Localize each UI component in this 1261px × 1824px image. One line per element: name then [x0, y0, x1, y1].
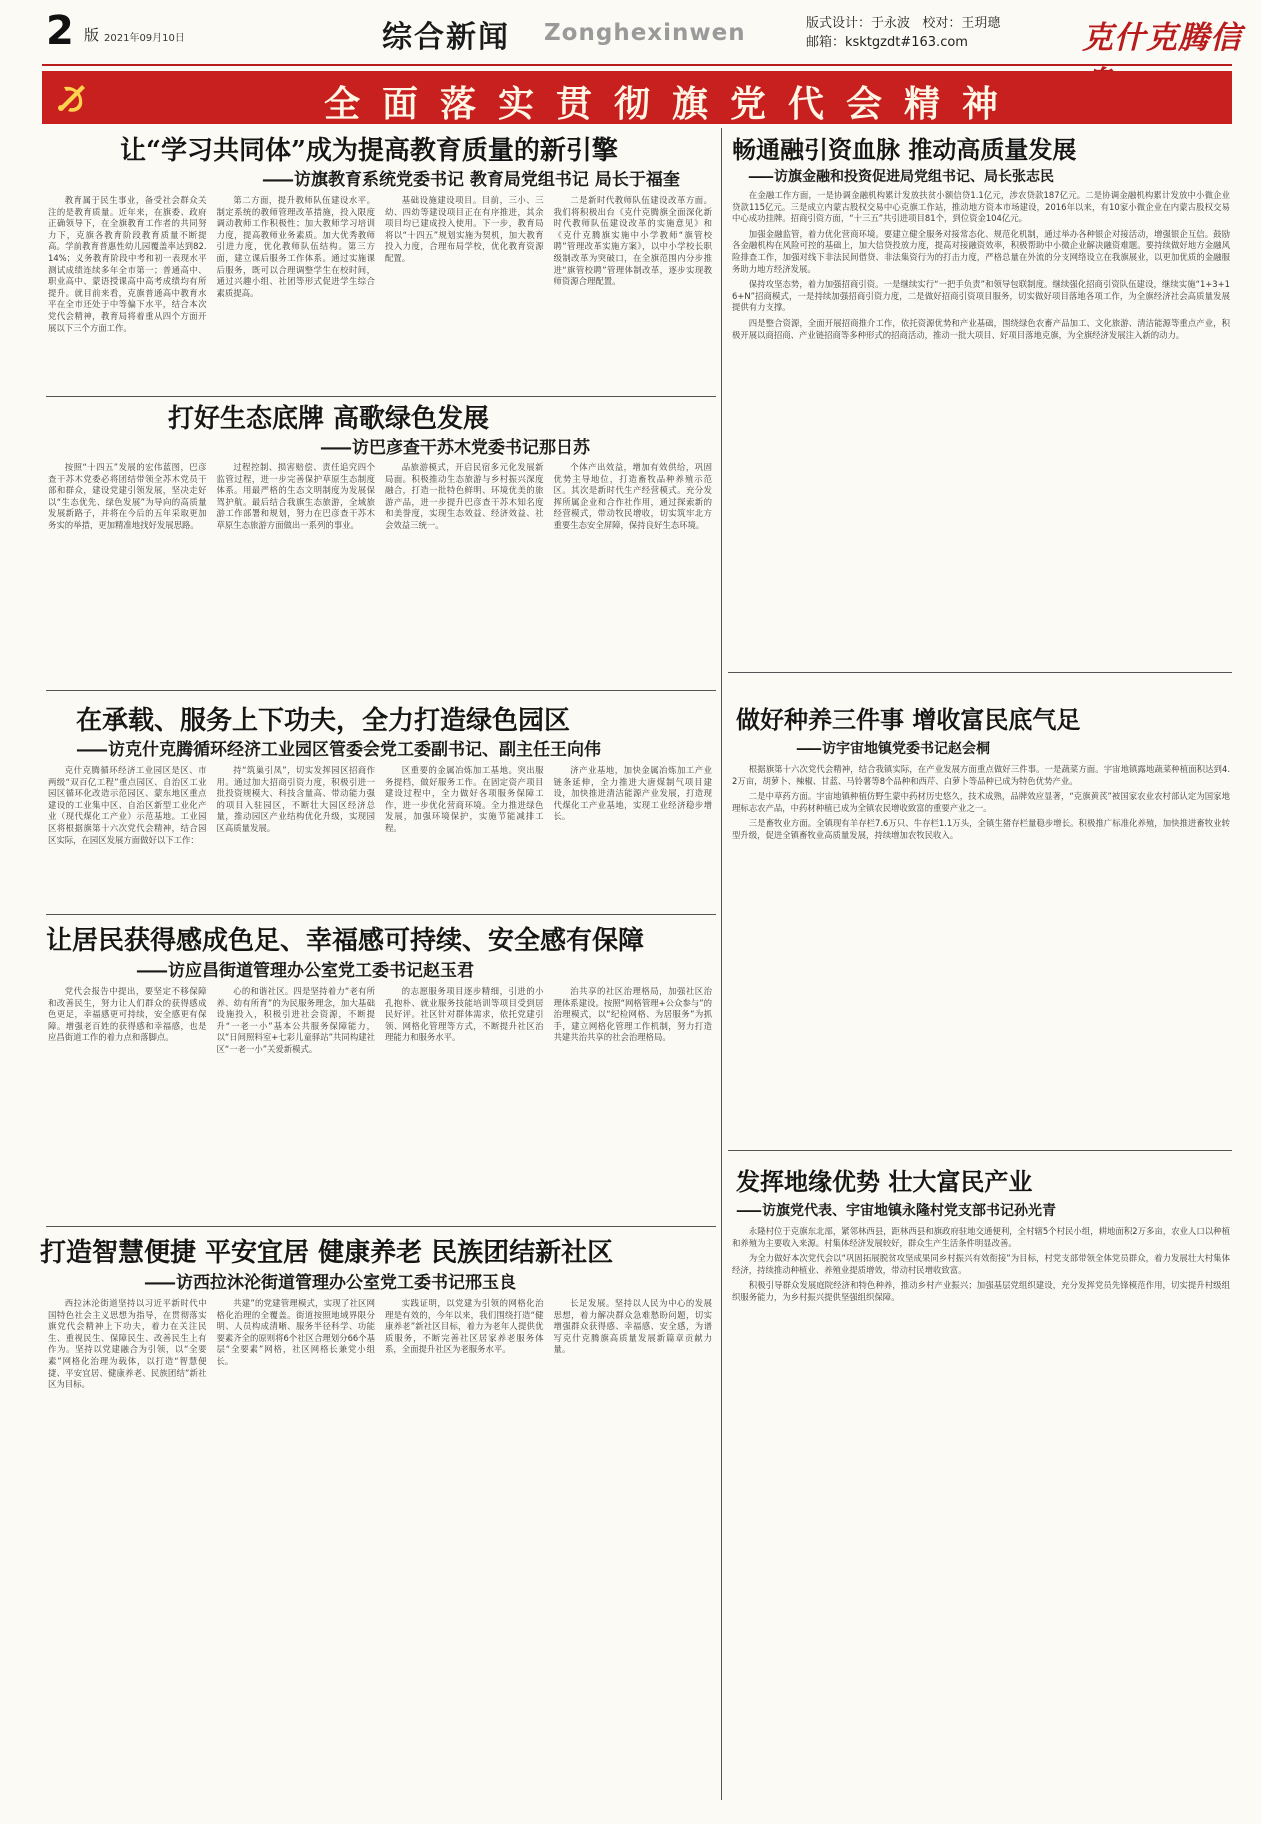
divider: [46, 690, 716, 691]
layout-design-credit: 版式设计：于永波: [806, 16, 911, 31]
divider: [728, 1150, 1232, 1151]
banner: [42, 71, 1232, 124]
industrial-subtitle: —— 访克什克腾循环经济工业园区管委会党工委副书记、副主任王向伟: [76, 735, 601, 760]
industrial-col-2: 持“筑巢引凤”，切实发挥园区招商作用。通过加大招商引资力度，积极引进一批投资规模大、科技含量高、带动能力强的项目入驻园区，不断壮大园区经济总量，推动园区产业结构优化升级，实现园区高质量发展。: [216, 765, 375, 833]
industrial-col-3: 区重要的金属冶炼加工基地。突出服务提档，做好服务工作。在固定资产项目建设过程中，全力做好各项服务保障工作，进一步优化营商环境。全力推进绿色发展，加强环境保护，实施节能减排工程。: [385, 765, 544, 833]
masthead-rule: [42, 64, 1232, 66]
section-title: 综合新闻: [382, 20, 510, 55]
xilamulun-title: 打造智慧便捷 平安宜居 健康养老 民族团结新社区: [40, 1238, 614, 1268]
email-credit: 邮箱：ksktgzdt#163.com: [806, 35, 968, 50]
education-title: 让“学习共同体”成为提高教育质量的新引擎: [120, 136, 618, 166]
xilamulun-body: [48, 1298, 712, 1798]
proofread-credit: 校对：王玥璁: [922, 16, 1001, 31]
border-para-1: 永隆村位于克旗东北部，紧邻林西县，距林西县和旗政府驻地交通便利，全村辖5个村民小组，耕地面积2万多亩，农业人口以种植和养殖为主要收入来源。村集体经济发展较好，群众生产生活条件明显改善。: [732, 1226, 1230, 1248]
border-subtitle: —— 访旗党代表、宇宙地镇永隆村党支部书记孙光青: [736, 1200, 1056, 1220]
divider: [46, 914, 716, 915]
industrial-col-1: 克什克腾循环经济工业园区是区、市两级“双百亿工程”重点园区、自治区工业园区循环化改造示范园区、蒙东地区重点建设的工业集中区、自治区新型工业化产业（现代煤化工产业）示范基地。工业园区将根据旗第十六次党代会精神，结合园区实际，在园区发展方面做好以下工作：: [48, 765, 207, 845]
education-col-4: 二是新时代教师队伍建设改革方面。我们将积极出台《克什克腾旗全面深化新时代教师队伍建设改革的实施意见》和《克什克腾旗实施中小学教师“旗管校聘”管理改革实施方案》，以中小学校长职级制改革为突破口，在全旗范围内分步推进“旗管校聘”管理体制改革，逐步实现教师资源合理配置。: [553, 195, 712, 287]
finance-title: 畅通融引资血脉 推动高质量发展: [732, 135, 1077, 164]
finance-para-1: 在金融工作方面，一是协调金融机构累计发放扶贫小额信贷1.1亿元，涉农贷款187亿元。二是协调金融机构累计发放中小微企业贷款115亿元。三是成立内蒙古股权交易中心克旗工作站，推动地方资本市场建设，2016年以来，有10家小微企业在内蒙古股权交易中心成功挂牌。招商引资方面，“十三五”共引进项目81个，到位资金104亿元。: [732, 190, 1230, 224]
industrial-col-4: 济产业基地，加快金属冶炼加工产业链条延伸，全力推进大唐煤制气项目建设，加快推进清洁能源产业发展，打造现代煤化工产业基地，实现工业经济稳步增长。: [553, 765, 712, 822]
education-col-2: 第二方面，提升教师队伍建设水平。制定系统的教师管理改革措施，投入限度调动教师工作积极性；加大教师学习培训力度，提高教师业务素质。加大优秀教师引进力度，优化教师队伍结构。第三方面，建立课后服务工作体系。通过实施课后服务，既可以合理调整学生在校时间，通过兴趣小组、社团等形式促进学生综合素质提高。: [216, 195, 375, 298]
issue-date: 2021年09月10日: [104, 33, 185, 44]
xilamulun-col-4: 长足发展。坚持以人民为中心的发展思想，着力解决群众急难愁盼问题，切实增强群众获得感、幸福感、安全感，为谱写克什克腾旗高质量发展新篇章贡献力量。: [553, 1298, 712, 1355]
industrial-title: 在承载、服务上下功夫，全力打造绿色园区: [76, 706, 571, 736]
yingchang-subtitle: —— 访应昌街道管理办公室党工委书记赵玉君: [136, 956, 474, 981]
planting-body: [732, 764, 1230, 1144]
border-para-3: 积极引导群众发展庭院经济和特色种养，推动乡村产业振兴；加强基层党组织建设，充分发挥党员先锋模范作用，切实提升村级组织服务能力，为乡村振兴提供坚强组织保障。: [732, 1280, 1230, 1302]
xilamulun-col-2: 共建”的党建管理模式，实现了社区网格化治理的全覆盖。街道按照地域界限分明、人员构成清晰、服务半径科学、功能要素齐全的原则将6个社区合理划分66个基层“全要素”网格，社区网格长兼党小组长。: [216, 1298, 375, 1366]
section-pinyin: Zonghexinwen: [544, 20, 746, 46]
border-body: [732, 1226, 1230, 1786]
planting-para-1: 根据旗第十六次党代会精神，结合我镇实际，在产业发展方面重点做好三件事。一是蔬菜方面。宇宙地镇露地蔬菜种植面积达到4.2万亩，胡萝卜、辣椒、甘蓝、马铃薯等8个品种和西芹、白萝卜等品种已成为特色优势产业。: [732, 764, 1230, 786]
finance-para-4: 四是整合资源，全面开展招商推介工作，依托资源优势和产业基础，围绕绿色农畜产品加工、文化旅游、清洁能源等重点产业，积极开展以商招商、产业链招商等多种形式的招商活动，推动一批大项目、好项目落地克旗，为全旗经济发展注入新的动力。: [732, 317, 1230, 340]
masthead: [0, 0, 1261, 66]
ecology-col-3: 品旅游模式，开启民宿多元化发展新局面。积极推动生态旅游与乡村振兴深度融合，打造一批特色鲜明、环境优美的旅游产品，进一步提升巴彦查干苏木知名度和美誉度，实现生态效益、经济效益、社会效益三统一。: [385, 462, 544, 530]
divider: [46, 1226, 716, 1227]
ecology-title: 打好生态底牌 高歌绿色发展: [168, 404, 490, 434]
yingchang-col-2: 心的和谐社区。四是坚持着力“老有所养、幼有所育”的为民服务理念，加大基础设施投入，积极引进社会资源，不断提升“一老一小”基本公共服务保障能力，以“日间照料室+七彩儿童驿站”共同构建社区“一老一小”关爱新模式。: [216, 986, 375, 1054]
ecology-col-2: 过程控制、损害赔偿、责任追究四个监管过程，进一步完善保护草原生态制度体系。用最严格的生态文明制度为发展保驾护航。最后结合我旗生态旅游，全域旅游工作部署和规划，努力在巴彦查干苏木草原生态旅游方面做出一系列的事业。: [216, 462, 375, 530]
xilamulun-subtitle: —— 访西拉沐沦街道管理办公室党工委书记邢玉良: [144, 1268, 516, 1293]
ecology-subtitle: —— 访巴彦查干苏木党委书记那日苏: [320, 433, 590, 458]
page-number: 2: [46, 8, 74, 54]
planting-title: 做好种养三件事 增收富民底气足: [736, 705, 1081, 734]
xilamulun-col-1: 西拉沐沦街道坚持以习近平新时代中国特色社会主义思想为指导，在贯彻落实旗党代会精神上下功夫，着力在关注民生、重视民生、保障民生、改善民生上有作为。坚持以党建融合为引领，以“全要素”网格化治理为载体，以打造“智慧便捷、平安宜居、健康养老、民族团结”新社区为目标。: [48, 1298, 207, 1390]
yingchang-col-1: 党代会报告中提出，要坚定不移保障和改善民生，努力让人们群众的获得感成色更足，幸福感更可持续，安全感更有保障。增强老百姓的获得感和幸福感，也是应昌街道工作的着力点和落脚点。: [48, 986, 207, 1043]
industrial-body: [48, 765, 712, 907]
finance-body: [732, 190, 1230, 662]
education-col-3: 基础设施建设项目。目前，三小、三幼、四幼等建设项目正在有序推进，其余项目均已建成投入使用。下一步，教育局将以“十四五”规划实施为契机，加大教育投入力度，合理布局学校，优化教育资源配置。: [385, 195, 544, 263]
education-col-1: 教育属于民生事业，备受社会群众关注的是教育质量。近年来，在旗委、政府正确领导下，在全旗教育工作者的共同努力下，克旗各教育阶段教育质量不断提高。学前教育普惠性幼儿园覆盖率达到82.14%；义务教育阶段中考和初一表现水平测试成绩连续多年全市第一；普通高中、职业高中、蒙语授课高中高考成绩均有所提升。就目前来看，克旗普通高中教育水平在全市还处于中等偏下水平，结合本次党代会精神，教育局将着重从四个方面开展以下三个方面工作。: [48, 195, 207, 333]
ecology-col-4: 个体产出效益，增加有效供给，巩固优势主导地位，打造畜牧品种养殖示范区。其次是新时代生产经营模式。充分发挥所属企业和合作社作用，通过探索新的经营模式，带动牧民增收，切实筑牢北方重要生态安全屏障，保持良好生态环境。: [553, 462, 712, 530]
editorial-credits: [806, 14, 1000, 52]
divider: [46, 396, 716, 397]
education-body: [48, 195, 712, 391]
finance-para-3: 保持攻坚态势，着力加强招商引资。一是继续实行“一把手负责”和领导包联制度。继续强化招商引资队伍建设，继续实施“1+3+16+N”招商模式，一是持续加强招商引资力度，二是做好招商引资项目服务，切实做好项目落地各项工作，为全旗经济社会高质量发展提供有力支撑。: [732, 279, 1230, 313]
ecology-body: [48, 462, 712, 684]
yingchang-col-3: 的志愿服务项目逐步精细，引进的小孔抱朴、就业服务技能培训等项目受到居民好评。社区针对群体需求，依托党建引领、网格化管理等方式，不断提升社区治理能力和服务水平。: [385, 986, 544, 1043]
ecology-col-1: 按照“十四五”发展的宏伟蓝图，巴彦查干苏木党委必将团结带领全苏木党员干部和群众，建设党建引领发展，坚决走好以“生态优先、绿色发展”为导向的高质量发展新路子，并将在今后的五年采取更加务实的举措，更加精准地找好发展思路。: [48, 462, 207, 530]
border-para-2: 为全力做好本次党代会以“巩固拓展脱贫攻坚成果同乡村振兴有效衔接”为目标，村党支部带领全体党员群众，着力发展壮大村集体经济，持续推动种植业、养殖业提质增效，带动村民增收致富。: [732, 1253, 1230, 1275]
finance-subtitle: —— 访旗金融和投资促进局党组书记、局长张志民: [748, 166, 1054, 186]
yingchang-col-4: 治共享的社区治理格局，加强社区治理体系建设。按照“网格管理+公众参与”的治理模式，以“纪检网格、为居服务”为抓手，建立网格化管理工作机制，努力打造共建共治共享的社会治理格局。: [553, 986, 712, 1043]
newspaper-logo: 克什克腾信: [1082, 20, 1242, 56]
planting-para-3: 三是畜牧业方面。全镇现有羊存栏7.6万只、牛存栏1.1万头，全镇生猪存栏量稳步增长。积极推广标准化养殖，加快推进畜牧业转型升级，促进全镇畜牧业高质量发展，持续增加农牧民收入。: [732, 818, 1230, 840]
divider: [728, 672, 1232, 673]
planting-subtitle: —— 访宇宙地镇党委书记赵会桐: [796, 738, 990, 758]
border-title: 发挥地缘优势 壮大富民产业: [736, 1167, 1033, 1196]
xilamulun-col-3: 实践证明，以党建为引领的网格化治理是有效的，今年以来，我们围绕打造“健康养老”新社区目标，着力为老年人提供优质服务，不断完善社区居家养老服务体系，全面提升社区为老服务水平。: [385, 1298, 544, 1355]
yingchang-title: 让居民获得感成色足、幸福感可持续、安全感有保障: [46, 926, 645, 956]
page-unit: 版: [84, 26, 100, 44]
banner-text: 全面落实贯彻旗党代会精神: [323, 83, 1020, 125]
planting-para-2: 二是中草药方面。宇宙地镇种植仿野生蒙中药材历史悠久，技术成熟，品牌效应显著，“克旗黄芪”被国家农业农村部认定为国家地理标志农产品，中药材种植已成为全镇农民增收致富的重要产业之一。: [732, 791, 1230, 813]
column-divider: [721, 128, 722, 1800]
yingchang-body: [48, 986, 712, 1220]
finance-para-2: 加强金融监管，着力优化营商环境。要建立健全服务对接常态化、规范化机制，通过举办各种银企对接活动，增强银企互信。鼓励各金融机构在风险可控的基础上，加大信贷投放力度，提高对接融资效率，积极帮助中小微企业解决融资难题。要持续做好地方金融风险排查工作，加强对线下非法民间借贷、非法集资行为的打击力度，严格总量在外流的分支网络设立在我旗展业，以更加优质的金融服务助力地方经济发展。: [732, 228, 1230, 274]
education-subtitle: —— 访旗教育系统党委书记 教育局党组书记 局长于福奎: [262, 165, 680, 190]
